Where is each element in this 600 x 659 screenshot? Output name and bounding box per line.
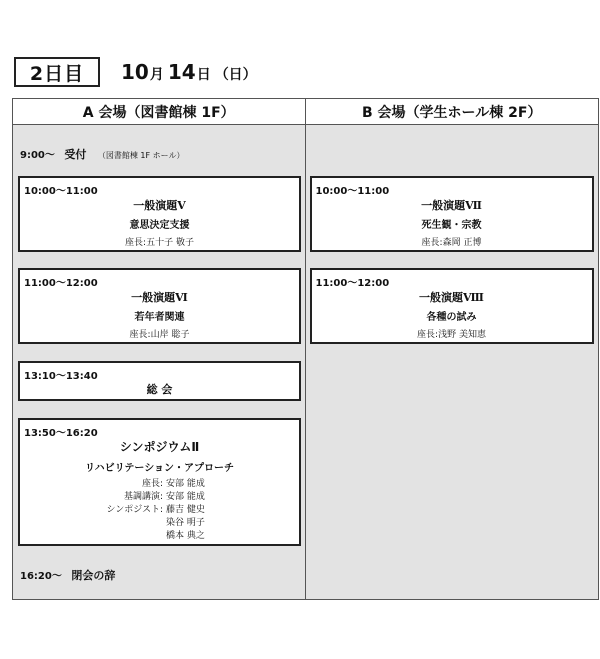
- reception-time: 9:00～: [20, 150, 55, 161]
- symposium-roles: [20, 478, 299, 543]
- session-subtitle: 意思決定支援: [129, 220, 190, 231]
- role-label: 座長:: [141, 479, 163, 489]
- session-card-b1: [310, 176, 594, 252]
- date-day-unit: 日: [196, 67, 211, 83]
- session-chair: 座長:森岡 正博: [421, 238, 482, 248]
- role-name: 染谷 明子: [166, 518, 205, 528]
- assembly-card: [18, 361, 301, 401]
- role-row: [20, 504, 299, 517]
- venue-a-heading: A 会場（図書館棟 1F）: [13, 99, 305, 125]
- closing-label: 閉会の辞: [71, 569, 116, 582]
- session-card-a1: [18, 176, 301, 252]
- role-row: [20, 478, 299, 491]
- venue-a-column: [13, 99, 306, 599]
- role-label: [20, 517, 163, 530]
- session-chair: 座長:浅野 美知恵: [417, 330, 486, 340]
- symposium-card: [18, 418, 301, 546]
- session-time: 10:00～11:00: [24, 186, 98, 197]
- reception-item: [20, 146, 184, 162]
- date-month-unit: 月: [149, 67, 164, 83]
- session-title: 総 会: [146, 383, 173, 396]
- day-label: 2日目: [14, 57, 100, 87]
- role-name: 安部 能成: [166, 479, 205, 489]
- closing-time: 16:20～: [20, 571, 62, 582]
- session-title: 一般演題Ⅷ: [419, 291, 484, 304]
- session-chair: 座長:山岸 聡子: [129, 330, 190, 340]
- role-row: [20, 517, 299, 530]
- session-title: シンポジウムⅡ: [119, 440, 200, 454]
- reception-label: 受付: [64, 148, 87, 161]
- session-card-a2: [18, 268, 301, 344]
- session-chair: 座長:五十子 敬子: [125, 238, 194, 248]
- role-label: 基調講演:: [123, 492, 163, 502]
- session-title: 一般演題Ⅴ: [133, 199, 186, 212]
- session-subtitle: 若年者関連: [134, 312, 185, 323]
- session-subtitle: 各種の試み: [426, 312, 477, 323]
- session-time: 13:10～13:40: [24, 371, 98, 382]
- event-date: [121, 60, 257, 84]
- date-month: 10: [121, 60, 149, 84]
- venue-b-heading: B 会場（学生ホール棟 2F）: [306, 99, 599, 125]
- date-day: 14: [167, 60, 196, 84]
- session-time: 11:00～12:00: [24, 278, 98, 289]
- role-name: 藤吉 健史: [166, 505, 205, 515]
- role-row: [20, 530, 299, 543]
- session-title: 一般演題Ⅵ: [131, 291, 188, 304]
- reception-note: （図書館棟 1F ホール）: [97, 151, 185, 160]
- role-label: シンポジスト:: [106, 505, 163, 515]
- session-title: 一般演題Ⅶ: [421, 199, 482, 212]
- session-time: 13:50～16:20: [24, 428, 98, 439]
- session-card-b2: [310, 268, 594, 344]
- venue-b-column: [306, 99, 599, 599]
- role-row: [20, 491, 299, 504]
- role-name: 橋本 典之: [166, 531, 205, 541]
- closing-item: [20, 567, 115, 583]
- session-time: 11:00～12:00: [315, 278, 390, 289]
- schedule-grid: [12, 98, 599, 600]
- session-subtitle: リハビリテーション・アプローチ: [84, 463, 235, 474]
- role-label: [20, 530, 163, 543]
- session-time: 10:00～11:00: [315, 186, 390, 197]
- role-name: 安部 能成: [166, 492, 205, 502]
- session-subtitle: 死生観・宗教: [421, 220, 482, 231]
- date-weekday: （日）: [214, 67, 257, 83]
